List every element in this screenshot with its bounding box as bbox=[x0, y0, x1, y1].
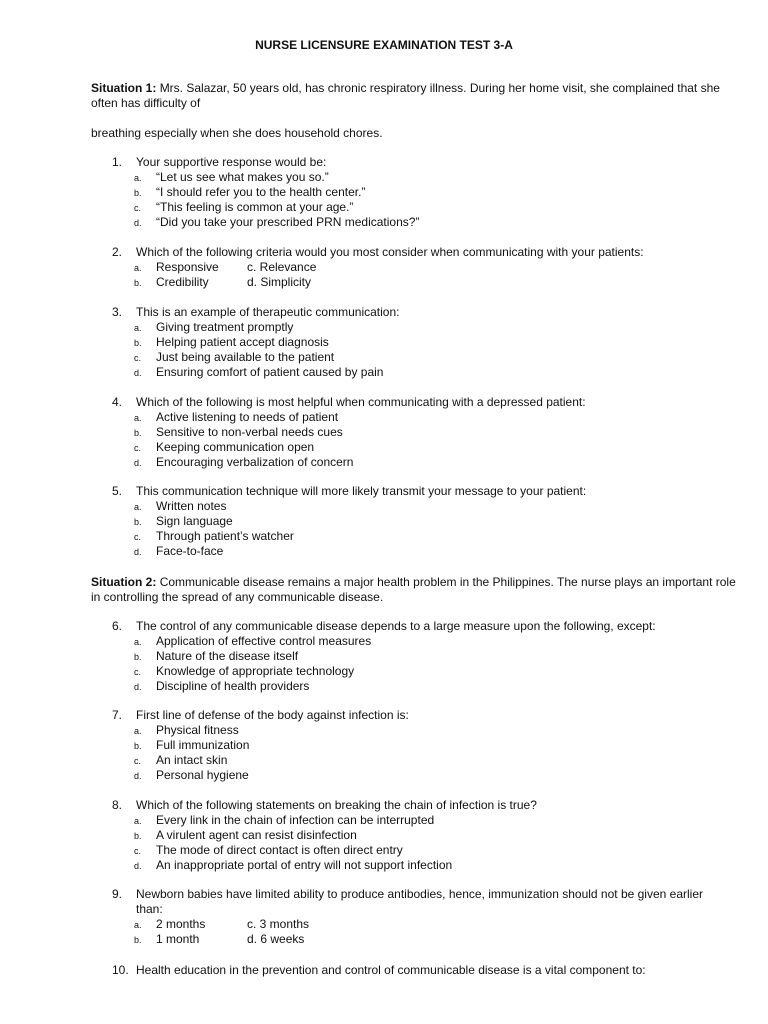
question-5 bbox=[112, 484, 742, 559]
option-text: Active listening to needs of patient bbox=[156, 410, 339, 424]
question-number: 2. bbox=[112, 245, 123, 259]
page-title: NURSE LICENSURE EXAMINATION TEST 3-A bbox=[255, 38, 513, 52]
question-number: 3. bbox=[112, 305, 123, 319]
option-item bbox=[112, 350, 742, 365]
option-text: Discipline of health providers bbox=[156, 679, 310, 693]
option-text-second-column: d. 6 weeks bbox=[247, 932, 305, 946]
option-letter: b. bbox=[134, 428, 142, 438]
option-list bbox=[112, 320, 742, 380]
option-letter: a. bbox=[134, 263, 142, 273]
option-text: “Did you take your prescribed PRN medications?” bbox=[156, 215, 420, 229]
question-3 bbox=[112, 305, 742, 380]
option-item bbox=[112, 768, 742, 783]
option-letter: a. bbox=[134, 816, 142, 826]
option-item bbox=[112, 544, 742, 559]
option-item bbox=[112, 858, 742, 873]
option-text: 1 month bbox=[156, 932, 200, 946]
question-2 bbox=[112, 245, 742, 290]
option-item bbox=[112, 738, 742, 753]
option-item bbox=[112, 215, 742, 230]
option-text: Giving treatment promptly bbox=[156, 320, 294, 334]
option-text: The mode of direct contact is often direct entry bbox=[156, 843, 403, 857]
option-text: “This feeling is common at your age.” bbox=[156, 200, 354, 214]
question-text: Newborn babies have limited ability to produce antibodies, hence, immunization should not be given earlier bbox=[136, 887, 703, 901]
option-text: Ensuring comfort of patient caused by pain bbox=[156, 365, 384, 379]
question-text: This communication technique will more likely transmit your message to your patient: bbox=[136, 484, 587, 498]
option-item bbox=[112, 932, 742, 947]
question-number: 9. bbox=[112, 887, 123, 901]
option-letter: c. bbox=[134, 667, 142, 677]
option-text-second-column: d. Simplicity bbox=[247, 275, 312, 289]
option-text: An inappropriate portal of entry will not support infection bbox=[156, 858, 453, 872]
question-number: 5. bbox=[112, 484, 123, 498]
option-letter: b. bbox=[134, 831, 142, 841]
option-letter: b. bbox=[134, 517, 142, 527]
option-letter: d. bbox=[134, 458, 142, 468]
situation-2-text: Communicable disease remains a major health problem in the Philippines. The nurse plays an important role in controlling the spread of any communicable disease. bbox=[91, 575, 736, 604]
option-letter: c. bbox=[134, 532, 142, 542]
option-item bbox=[112, 679, 742, 694]
option-letter: c. bbox=[134, 846, 142, 856]
option-item bbox=[112, 455, 742, 470]
option-text-second-column: c. 3 months bbox=[247, 917, 310, 931]
option-letter: a. bbox=[134, 637, 142, 647]
question-10 bbox=[112, 963, 742, 978]
option-list bbox=[112, 260, 742, 290]
option-text: Application of effective control measures bbox=[156, 634, 372, 648]
option-item bbox=[112, 664, 742, 679]
situation-2 bbox=[91, 575, 741, 605]
option-item bbox=[112, 275, 742, 290]
option-letter: c. bbox=[134, 756, 142, 766]
option-text: Sensitive to non-verbal needs cues bbox=[156, 425, 343, 439]
option-item bbox=[112, 425, 742, 440]
option-letter: c. bbox=[134, 203, 142, 213]
question-number: 8. bbox=[112, 798, 123, 812]
option-list bbox=[112, 813, 742, 873]
option-item bbox=[112, 813, 742, 828]
option-item bbox=[112, 320, 742, 335]
option-item bbox=[112, 410, 742, 425]
option-letter: d. bbox=[134, 682, 142, 692]
option-text: Written notes bbox=[156, 499, 227, 513]
option-text: Encouraging verbalization of concern bbox=[156, 455, 354, 469]
question-number: 10. bbox=[112, 963, 129, 977]
option-item bbox=[112, 514, 742, 529]
option-text: Helping patient accept diagnosis bbox=[156, 335, 329, 349]
option-letter: d. bbox=[134, 771, 142, 781]
option-letter: a. bbox=[134, 413, 142, 423]
option-text: Physical fitness bbox=[156, 723, 239, 737]
option-letter: d. bbox=[134, 218, 142, 228]
option-item bbox=[112, 365, 742, 380]
question-4 bbox=[112, 395, 742, 470]
option-letter: b. bbox=[134, 188, 142, 198]
question-text: The control of any communicable disease depends to a large measure upon the following, except: bbox=[136, 619, 656, 633]
option-text: Full immunization bbox=[156, 738, 250, 752]
option-list bbox=[112, 634, 742, 694]
option-letter: b. bbox=[134, 338, 142, 348]
question-8 bbox=[112, 798, 742, 873]
option-item bbox=[112, 440, 742, 455]
situation-1-text: Mrs. Salazar, 50 years old, has chronic respiratory illness. During her home visit, she complained that she often has difficulty of bbox=[91, 81, 720, 110]
question-text: Health education in the prevention and control of communicable disease is a vital component to: bbox=[136, 963, 646, 977]
question-6 bbox=[112, 619, 742, 694]
question-text: First line of defense of the body against infection is: bbox=[136, 708, 409, 722]
question-7 bbox=[112, 708, 742, 783]
question-text: Which of the following is most helpful when communicating with a depressed patient: bbox=[136, 395, 586, 409]
question-text: This is an example of therapeutic communication: bbox=[136, 305, 400, 319]
situation-1 bbox=[91, 81, 741, 111]
option-text: Keeping communication open bbox=[156, 440, 315, 454]
option-text: 2 months bbox=[156, 917, 206, 931]
option-letter: a. bbox=[134, 173, 142, 183]
question-9 bbox=[112, 887, 742, 947]
option-text: “Let us see what makes you so.” bbox=[156, 170, 329, 184]
option-list bbox=[112, 170, 742, 230]
option-item bbox=[112, 185, 742, 200]
option-text: Sign language bbox=[156, 514, 233, 528]
option-item bbox=[112, 335, 742, 350]
option-item bbox=[112, 649, 742, 664]
situation-2-label: Situation 2: bbox=[91, 575, 157, 589]
option-item bbox=[112, 917, 742, 932]
situation-1-continued: breathing especially when she does household chores. bbox=[91, 126, 383, 140]
option-text: Responsive bbox=[156, 260, 219, 274]
option-text: Nature of the disease itself bbox=[156, 649, 299, 663]
option-letter: b. bbox=[134, 652, 142, 662]
question-1 bbox=[112, 155, 742, 230]
option-item bbox=[112, 753, 742, 768]
option-text: Knowledge of appropriate technology bbox=[156, 664, 355, 678]
option-letter: d. bbox=[134, 368, 142, 378]
option-text: A virulent agent can resist disinfection bbox=[156, 828, 357, 842]
option-list bbox=[112, 917, 742, 947]
option-list bbox=[112, 499, 742, 559]
option-item bbox=[112, 200, 742, 215]
option-item bbox=[112, 170, 742, 185]
option-item bbox=[112, 828, 742, 843]
option-text: Just being available to the patient bbox=[156, 350, 335, 364]
option-text: Credibility bbox=[156, 275, 209, 289]
option-item bbox=[112, 260, 742, 275]
question-text-continued: than: bbox=[136, 902, 163, 916]
question-text: Which of the following statements on breaking the chain of infection is true? bbox=[136, 798, 537, 812]
option-letter: a. bbox=[134, 323, 142, 333]
option-letter: b. bbox=[134, 935, 142, 945]
option-text: Every link in the chain of infection can be interrupted bbox=[156, 813, 435, 827]
option-letter: b. bbox=[134, 741, 142, 751]
option-letter: a. bbox=[134, 502, 142, 512]
option-text: Personal hygiene bbox=[156, 768, 249, 782]
option-text: An intact skin bbox=[156, 753, 228, 767]
option-letter: a. bbox=[134, 726, 142, 736]
option-item bbox=[112, 529, 742, 544]
option-item bbox=[112, 499, 742, 514]
option-letter: c. bbox=[134, 353, 142, 363]
option-list bbox=[112, 723, 742, 783]
situation-1-label: Situation 1: bbox=[91, 81, 157, 95]
option-letter: c. bbox=[134, 443, 142, 453]
option-letter: a. bbox=[134, 920, 142, 930]
question-number: 7. bbox=[112, 708, 123, 722]
option-list bbox=[112, 410, 742, 470]
question-text: Which of the following criteria would you most consider when communicating with your patients: bbox=[136, 245, 644, 259]
option-text: Face-to-face bbox=[156, 544, 224, 558]
option-letter: d. bbox=[134, 547, 142, 557]
question-number: 6. bbox=[112, 619, 123, 633]
option-item bbox=[112, 843, 742, 858]
question-number: 1. bbox=[112, 155, 123, 169]
option-text: “I should refer you to the health center.” bbox=[156, 185, 366, 199]
option-item bbox=[112, 723, 742, 738]
question-number: 4. bbox=[112, 395, 123, 409]
option-letter: b. bbox=[134, 278, 142, 288]
option-text-second-column: c. Relevance bbox=[247, 260, 317, 274]
option-item bbox=[112, 634, 742, 649]
option-text: Through patient’s watcher bbox=[156, 529, 294, 543]
question-text: Your supportive response would be: bbox=[136, 155, 327, 169]
option-letter: d. bbox=[134, 861, 142, 871]
